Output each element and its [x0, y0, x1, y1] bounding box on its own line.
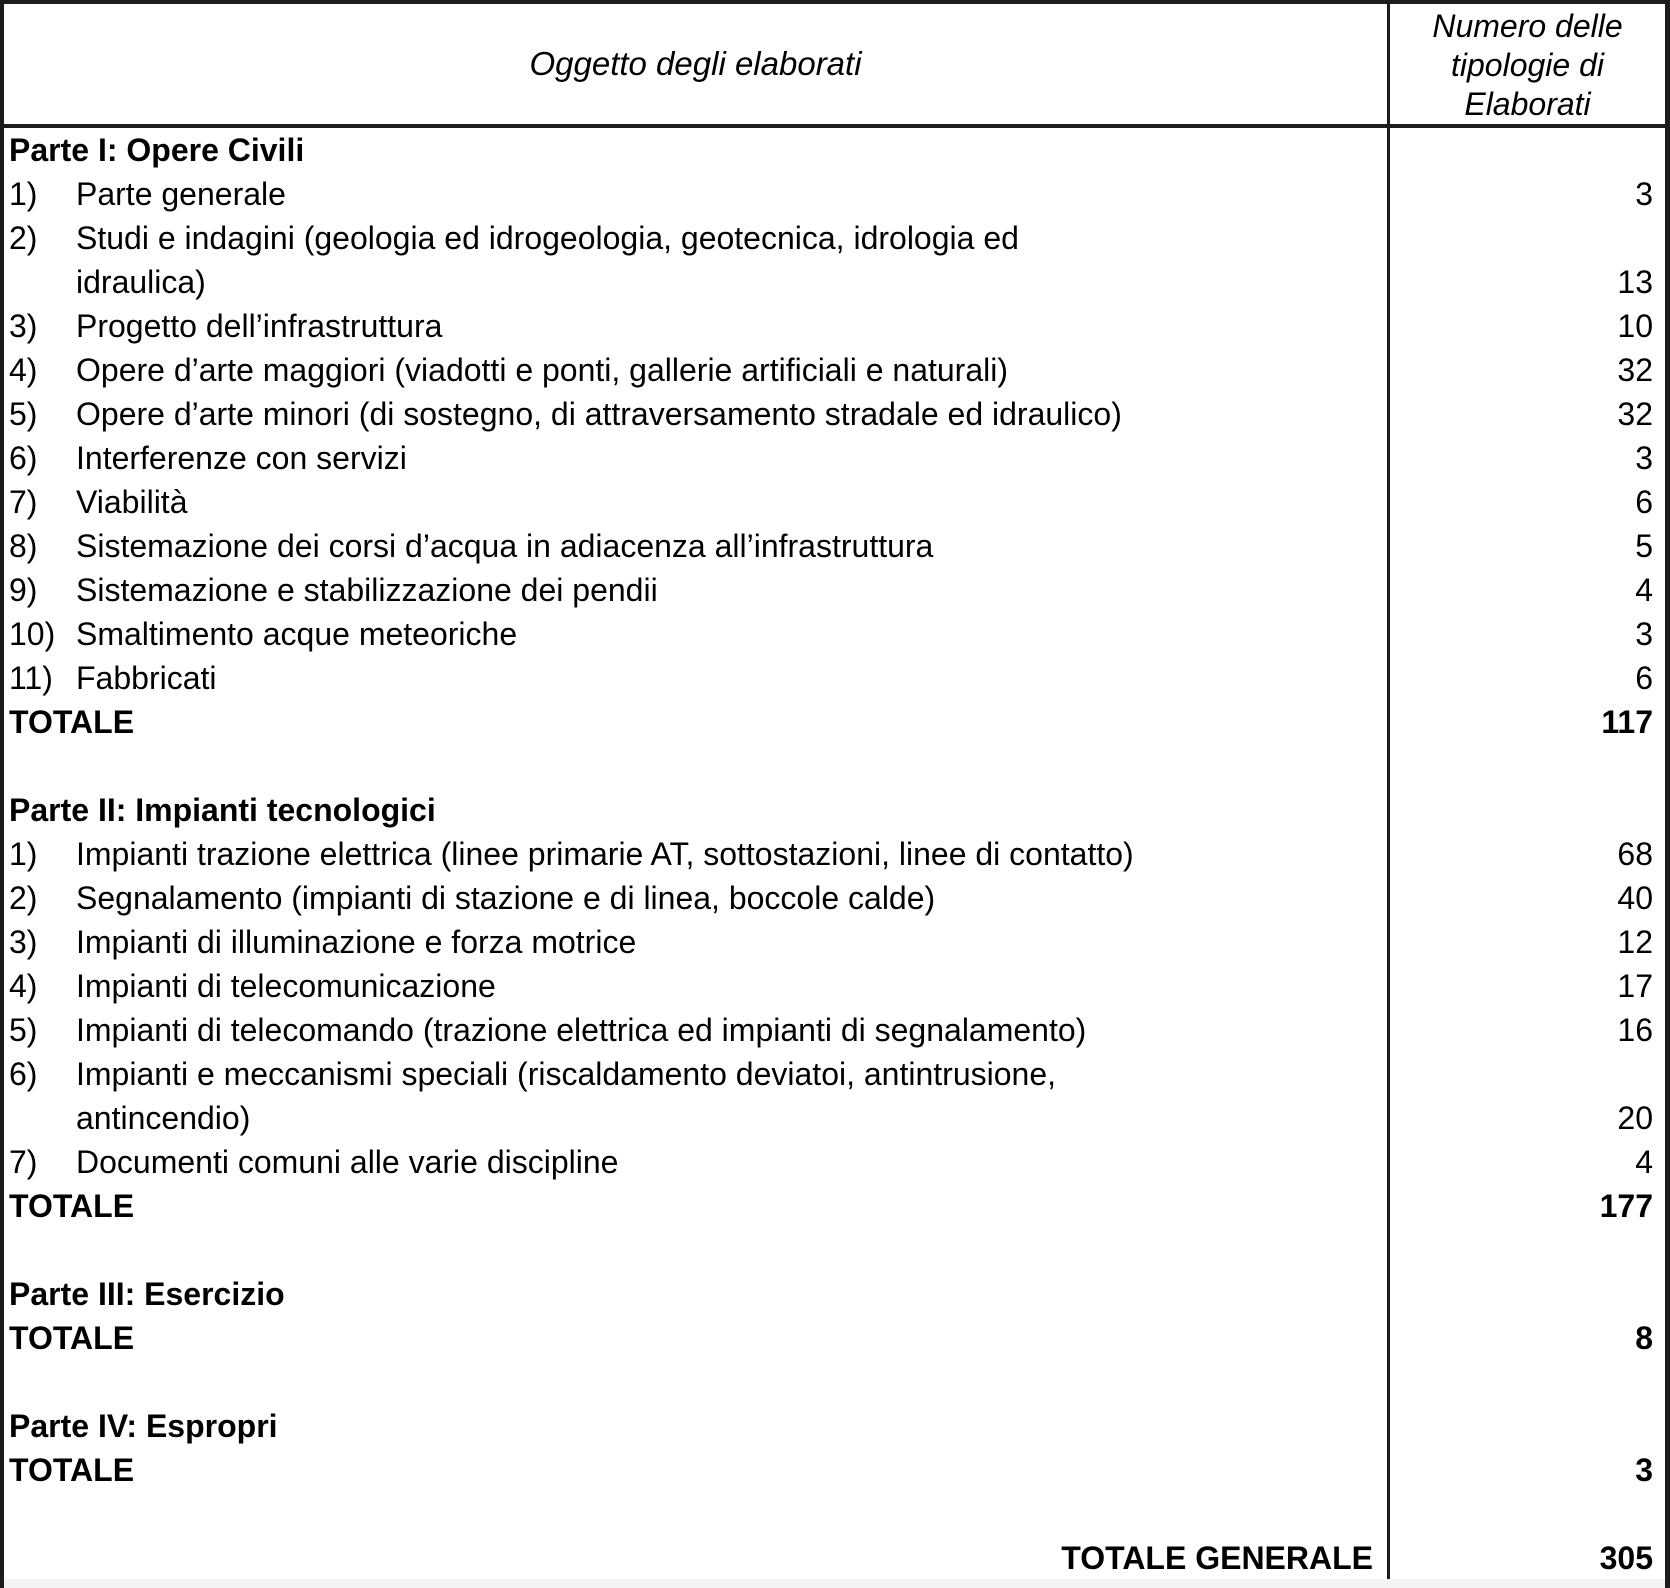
row-text: Impianti di illuminazione e forza motrice [76, 924, 637, 960]
table-row [4, 1536, 1665, 1580]
row-text: idraulica) [76, 264, 206, 300]
column-header-oggetto: Oggetto degli elaborati [4, 4, 1390, 124]
row-value: 8 [1635, 1320, 1653, 1356]
row-text: TOTALE [9, 1452, 135, 1488]
row-number: 1) [9, 836, 38, 872]
row-text: Parte IV: Espropri [9, 1408, 278, 1444]
row-number: 3) [9, 924, 38, 960]
row-text: Smaltimento acque meteoriche [76, 616, 518, 652]
row-number: 2) [9, 880, 38, 916]
row-text: Opere d’arte maggiori (viadotti e ponti, gallerie artificiali e naturali) [76, 352, 1008, 388]
row-left-cell [4, 832, 1390, 876]
row-number: 11) [9, 660, 53, 696]
row-left-cell [4, 1140, 1390, 1184]
table-row [4, 876, 1665, 920]
row-value: 3 [1635, 1452, 1653, 1488]
row-left-cell [4, 1448, 1390, 1492]
row-value: 4 [1635, 572, 1653, 608]
table-row [4, 436, 1665, 480]
row-text: Parte III: Esercizio [9, 1276, 285, 1312]
row-text: Opere d’arte minori (di sostegno, di attraversamento stradale ed idraulico) [76, 396, 1122, 432]
row-left-cell [4, 1008, 1390, 1052]
table-row [4, 480, 1665, 524]
row-left-cell [4, 920, 1390, 964]
row-left-cell [4, 1536, 1390, 1580]
row-value: 13 [1617, 264, 1653, 300]
row-value: 16 [1617, 1012, 1653, 1048]
row-value: 40 [1617, 880, 1653, 916]
row-text: Impianti di telecomando (trazione elettrica ed impianti di segnalamento) [76, 1012, 1087, 1048]
table-row [4, 392, 1665, 436]
row-text: Progetto dell’infrastruttura [76, 308, 443, 344]
row-value: 3 [1635, 616, 1653, 652]
row-value: 177 [1599, 1188, 1653, 1224]
table-row [4, 920, 1665, 964]
row-left-cell [4, 1096, 1390, 1140]
row-left-cell [4, 1360, 1390, 1404]
row-value: 4 [1635, 1144, 1653, 1180]
table-row [4, 1448, 1665, 1492]
row-number: 9) [9, 572, 38, 608]
row-left-cell [4, 304, 1390, 348]
row-left-cell [4, 524, 1390, 568]
row-left-cell [4, 876, 1390, 920]
table-row [4, 1140, 1665, 1184]
table-row [4, 260, 1665, 304]
row-text: Sistemazione dei corsi d’acqua in adiacenza all’infrastruttura [76, 528, 934, 564]
row-value: 3 [1635, 176, 1653, 212]
row-left-cell [4, 436, 1390, 480]
row-text: TOTALE GENERALE [1061, 1540, 1373, 1576]
row-value [1390, 1228, 1665, 1272]
table-row [4, 128, 1665, 172]
table-row [4, 524, 1665, 568]
row-value [1390, 216, 1665, 260]
column-header-numero [1390, 4, 1665, 124]
row-left-cell [4, 1404, 1390, 1448]
row-number: 1) [9, 176, 38, 212]
table-row [4, 1052, 1665, 1096]
row-value: 6 [1635, 484, 1653, 520]
row-left-cell [4, 260, 1390, 304]
table-row [4, 964, 1665, 1008]
table-row [4, 1316, 1665, 1360]
row-text: TOTALE [9, 704, 135, 740]
table-row [4, 1492, 1665, 1536]
row-text: Impianti di telecomunicazione [76, 968, 496, 1004]
table-row [4, 1360, 1665, 1404]
row-value [1390, 1272, 1665, 1316]
row-text: antincendio) [76, 1100, 251, 1136]
table-row [4, 568, 1665, 612]
row-left-cell [4, 172, 1390, 216]
table-row [4, 1404, 1665, 1448]
column-header-numero-line3: Elaborati [1464, 86, 1591, 122]
row-value [1390, 1492, 1665, 1536]
row-value: 12 [1617, 924, 1653, 960]
row-number: 6) [9, 440, 38, 476]
row-number: 10) [9, 616, 56, 652]
row-text: Studi e indagini (geologia ed idrogeologia, geotecnica, idrologia ed [76, 220, 1019, 256]
row-text: Fabbricati [76, 660, 217, 696]
row-number: 5) [9, 1012, 38, 1048]
row-left-cell [4, 568, 1390, 612]
row-left-cell [4, 128, 1390, 172]
table-row [4, 832, 1665, 876]
row-left-cell [4, 612, 1390, 656]
row-value [1390, 788, 1665, 832]
row-text: Interferenze con servizi [76, 440, 407, 476]
row-number: 5) [9, 396, 38, 432]
row-left-cell [4, 1052, 1390, 1096]
row-left-cell [4, 392, 1390, 436]
scan-edge-strip [0, 1579, 1670, 1588]
row-text [4, 1360, 1387, 1404]
row-value: 3 [1635, 440, 1653, 476]
row-left-cell [4, 656, 1390, 700]
table-row [4, 1272, 1665, 1316]
row-left-cell [4, 1228, 1390, 1272]
row-left-cell [4, 348, 1390, 392]
row-value: 17 [1617, 968, 1653, 1004]
row-text: Parte II: Impianti tecnologici [9, 792, 436, 828]
table-row [4, 788, 1665, 832]
row-text [4, 1228, 1387, 1272]
table-row [4, 1228, 1665, 1272]
row-left-cell [4, 1316, 1390, 1360]
row-value: 5 [1635, 528, 1653, 564]
row-text: Impianti e meccanismi speciali (riscaldamento deviatoi, antintrusione, [76, 1056, 1056, 1092]
row-value: 6 [1635, 660, 1653, 696]
row-value: 10 [1617, 308, 1653, 344]
table-body [4, 128, 1665, 1580]
row-value: 117 [1601, 704, 1653, 740]
row-left-cell [4, 216, 1390, 260]
row-left-cell [4, 964, 1390, 1008]
table-row [4, 1184, 1665, 1228]
row-value [1390, 128, 1665, 172]
row-number [4, 260, 76, 304]
row-left-cell [4, 1492, 1390, 1536]
row-number [4, 1096, 76, 1140]
table-row [4, 1008, 1665, 1052]
row-value: 20 [1617, 1100, 1653, 1136]
row-number: 3) [9, 308, 38, 344]
row-left-cell [4, 1184, 1390, 1228]
row-number: 7) [9, 484, 38, 520]
row-number: 4) [9, 352, 38, 388]
table-row [4, 304, 1665, 348]
table-row [4, 656, 1665, 700]
table-row [4, 612, 1665, 656]
row-value: 68 [1617, 836, 1653, 872]
table-row [4, 744, 1665, 788]
column-header-numero-line2: tipologie di [1451, 47, 1604, 83]
row-value [1390, 744, 1665, 788]
row-value [1390, 1052, 1665, 1096]
row-number: 7) [9, 1144, 38, 1180]
row-text: Parte I: Opere Civili [9, 132, 305, 168]
row-left-cell [4, 1272, 1390, 1316]
row-number: 6) [9, 1056, 38, 1092]
table-header-row [4, 4, 1665, 128]
row-value [1390, 1360, 1665, 1404]
row-text: TOTALE [9, 1188, 135, 1224]
row-text: Segnalamento (impianti di stazione e di linea, boccole calde) [76, 880, 936, 916]
row-left-cell [4, 700, 1390, 744]
row-value: 32 [1617, 396, 1653, 432]
table-row [4, 1096, 1665, 1140]
row-number: 2) [9, 220, 38, 256]
row-value: 32 [1617, 352, 1653, 388]
row-left-cell [4, 788, 1390, 832]
row-value [1390, 1404, 1665, 1448]
row-text [4, 744, 1387, 788]
row-left-cell [4, 744, 1390, 788]
row-text: Sistemazione e stabilizzazione dei pendii [76, 572, 658, 608]
row-text: Impianti trazione elettrica (linee primarie AT, sottostazioni, linee di contatto) [76, 836, 1134, 872]
row-value: 305 [1599, 1540, 1653, 1576]
table-row [4, 348, 1665, 392]
row-text: Documenti comuni alle varie discipline [76, 1144, 619, 1180]
table-row [4, 172, 1665, 216]
row-text: TOTALE [9, 1320, 135, 1356]
row-text: Parte generale [76, 176, 286, 212]
table-row [4, 700, 1665, 744]
table-row [4, 216, 1665, 260]
row-text: Viabilità [76, 484, 188, 520]
column-header-numero-line1: Numero delle [1432, 8, 1623, 44]
row-text [4, 1492, 1387, 1536]
row-number: 8) [9, 528, 38, 564]
row-left-cell [4, 480, 1390, 524]
row-number: 4) [9, 968, 38, 1004]
